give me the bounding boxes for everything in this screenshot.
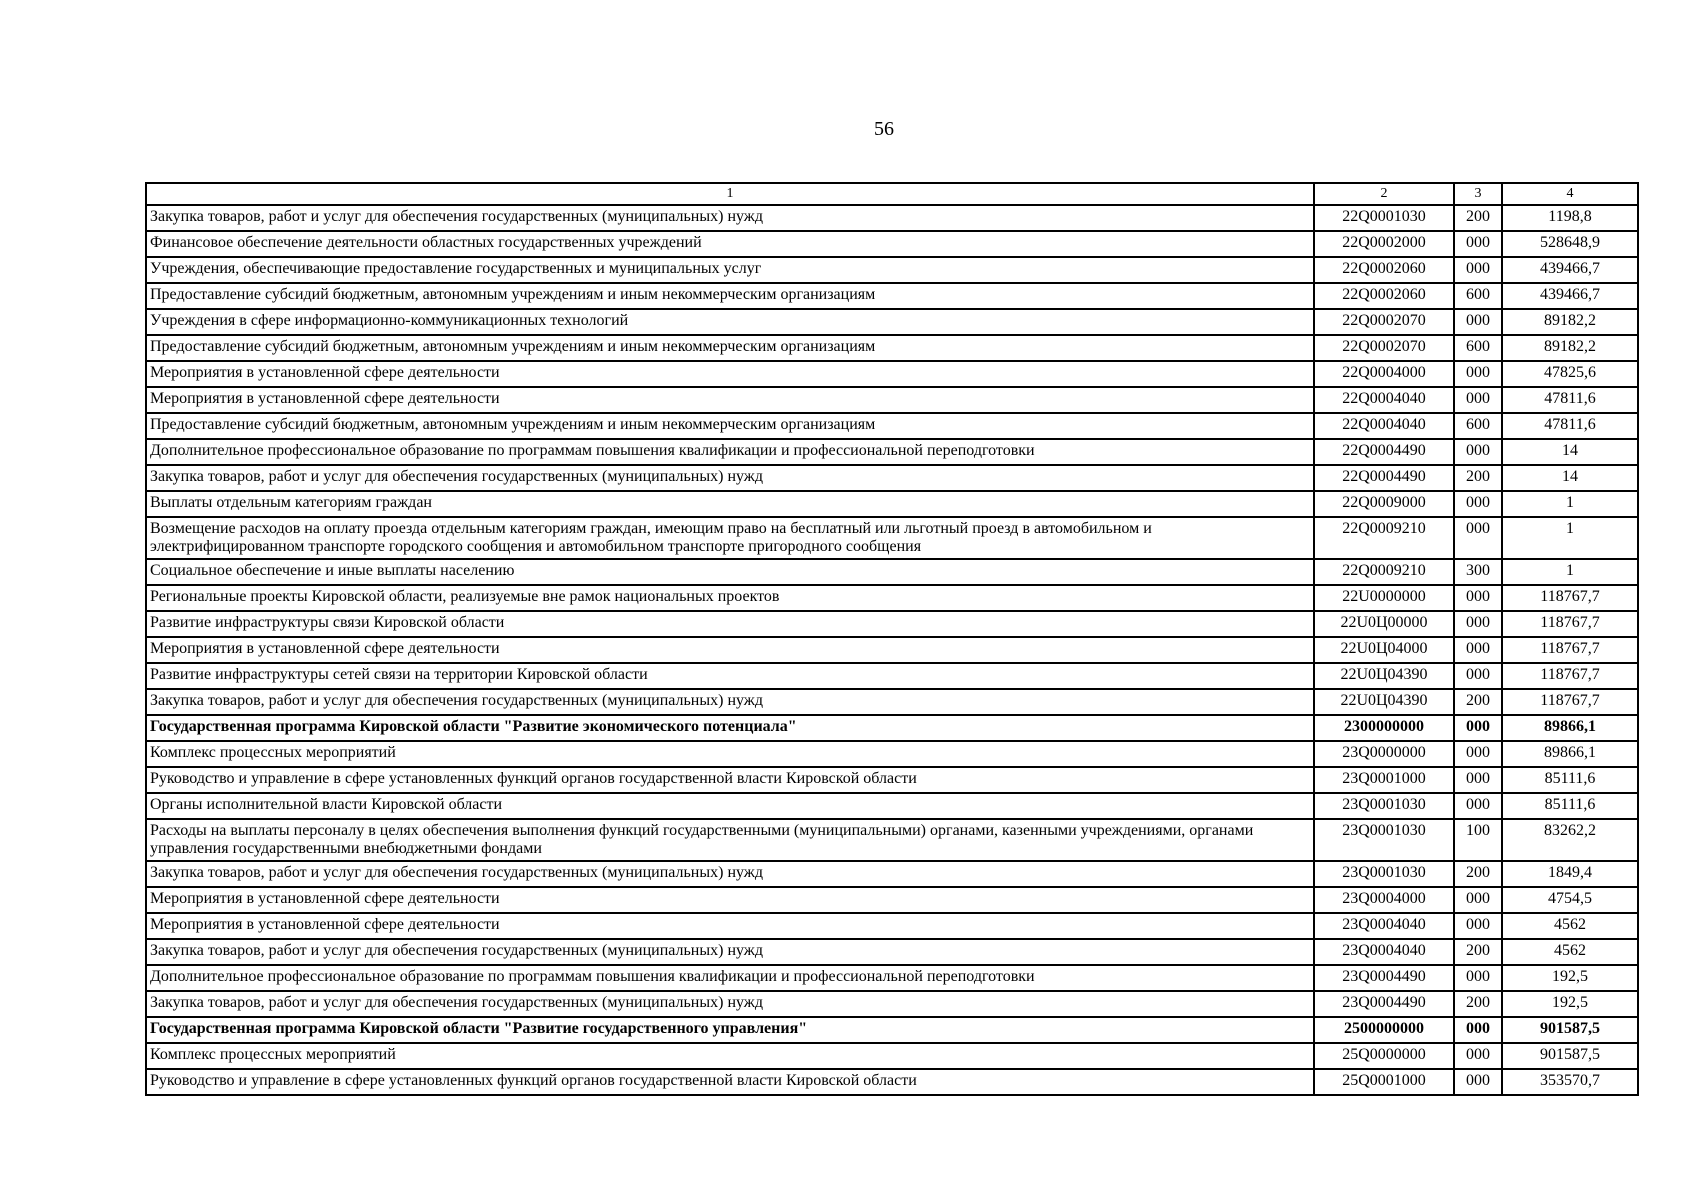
row-amount-cell: 4562 <box>1502 939 1638 965</box>
table-row <box>146 1043 1638 1069</box>
row-code-cell: 22Q0009210 <box>1314 559 1454 585</box>
row-code-cell: 23Q0004040 <box>1314 913 1454 939</box>
row-name-cell: Социальное обеспечение и иные выплаты населению <box>146 559 1314 585</box>
row-code-cell: 23Q0004490 <box>1314 965 1454 991</box>
row-vr-cell: 200 <box>1454 861 1502 887</box>
table-row <box>146 965 1638 991</box>
row-amount-cell: 439466,7 <box>1502 283 1638 309</box>
table-row <box>146 517 1638 559</box>
row-name-cell: Закупка товаров, работ и услуг для обеспечения государственных (муниципальных) нужд <box>146 861 1314 887</box>
row-amount-cell: 901587,5 <box>1502 1017 1638 1043</box>
row-amount-cell: 192,5 <box>1502 991 1638 1017</box>
row-amount-cell: 14 <box>1502 465 1638 491</box>
row-amount-cell: 47811,6 <box>1502 387 1638 413</box>
row-name-cell: Комплекс процессных мероприятий <box>146 1043 1314 1069</box>
row-code-cell: 2500000000 <box>1314 1017 1454 1043</box>
row-code-cell: 23Q0001030 <box>1314 819 1454 861</box>
row-name-cell: Предоставление субсидий бюджетным, автономным учреждениям и иным некоммерческим организациям <box>146 413 1314 439</box>
row-name-cell: Мероприятия в установленной сфере деятельности <box>146 913 1314 939</box>
table-row <box>146 283 1638 309</box>
table-row <box>146 939 1638 965</box>
table-row <box>146 465 1638 491</box>
row-vr-cell: 000 <box>1454 1017 1502 1043</box>
row-vr-cell: 000 <box>1454 741 1502 767</box>
row-vr-cell: 200 <box>1454 991 1502 1017</box>
row-amount-cell: 89866,1 <box>1502 715 1638 741</box>
row-amount-cell: 1198,8 <box>1502 205 1638 231</box>
table-row <box>146 637 1638 663</box>
row-code-cell: 23Q0001000 <box>1314 767 1454 793</box>
row-name-cell: Возмещение расходов на оплату проезда отдельным категориям граждан, имеющим право на бесплатный или льготный проезд в автомобильном и электрифицированном транспорте городского сообщения и автомобильном транспорте пригородного сообщения <box>146 517 1314 559</box>
row-code-cell: 23Q0000000 <box>1314 741 1454 767</box>
table-row <box>146 257 1638 283</box>
row-code-cell: 22Q0002070 <box>1314 309 1454 335</box>
row-code-cell: 22Q0002060 <box>1314 257 1454 283</box>
row-code-cell: 22Q0004040 <box>1314 413 1454 439</box>
row-name-cell: Мероприятия в установленной сфере деятельности <box>146 637 1314 663</box>
row-code-cell: 2300000000 <box>1314 715 1454 741</box>
row-name-cell: Государственная программа Кировской области "Развитие государственного управления" <box>146 1017 1314 1043</box>
row-code-cell: 22Q0002000 <box>1314 231 1454 257</box>
table-row <box>146 689 1638 715</box>
row-name-cell: Предоставление субсидий бюджетным, автономным учреждениям и иным некоммерческим организациям <box>146 283 1314 309</box>
table-row <box>146 309 1638 335</box>
row-code-cell: 23Q0001030 <box>1314 793 1454 819</box>
row-code-cell: 22U0000000 <box>1314 585 1454 611</box>
table-row <box>146 335 1638 361</box>
row-amount-cell: 89866,1 <box>1502 741 1638 767</box>
row-vr-cell: 000 <box>1454 387 1502 413</box>
row-name-cell: Региональные проекты Кировской области, реализуемые вне рамок национальных проектов <box>146 585 1314 611</box>
row-vr-cell: 000 <box>1454 439 1502 465</box>
header-col-4: 4 <box>1502 183 1638 205</box>
row-vr-cell: 000 <box>1454 913 1502 939</box>
row-vr-cell: 200 <box>1454 689 1502 715</box>
row-amount-cell: 118767,7 <box>1502 585 1638 611</box>
row-code-cell: 22Q0009210 <box>1314 517 1454 559</box>
row-vr-cell: 300 <box>1454 559 1502 585</box>
row-amount-cell: 1 <box>1502 491 1638 517</box>
table-row <box>146 611 1638 637</box>
table-row <box>146 413 1638 439</box>
row-code-cell: 22U0Ц04390 <box>1314 663 1454 689</box>
table-row <box>146 767 1638 793</box>
row-code-cell: 22U0Ц04000 <box>1314 637 1454 663</box>
row-name-cell: Руководство и управление в сфере установленных функций органов государственной власти Кировской области <box>146 1069 1314 1095</box>
row-code-cell: 23Q0004040 <box>1314 939 1454 965</box>
row-amount-cell: 4754,5 <box>1502 887 1638 913</box>
row-amount-cell: 1 <box>1502 559 1638 585</box>
row-amount-cell: 901587,5 <box>1502 1043 1638 1069</box>
header-col-3: 3 <box>1454 183 1502 205</box>
row-vr-cell: 000 <box>1454 585 1502 611</box>
row-amount-cell: 89182,2 <box>1502 309 1638 335</box>
row-code-cell: 23Q0004490 <box>1314 991 1454 1017</box>
row-vr-cell: 200 <box>1454 205 1502 231</box>
row-code-cell: 25Q0001000 <box>1314 1069 1454 1095</box>
row-name-cell: Финансовое обеспечение деятельности областных государственных учреждений <box>146 231 1314 257</box>
row-code-cell: 22Q0002060 <box>1314 283 1454 309</box>
row-code-cell: 22Q0004490 <box>1314 439 1454 465</box>
table-row <box>146 1069 1638 1095</box>
row-amount-cell: 85111,6 <box>1502 767 1638 793</box>
row-name-cell: Закупка товаров, работ и услуг для обеспечения государственных (муниципальных) нужд <box>146 939 1314 965</box>
row-name-cell: Учреждения в сфере информационно-коммуникационных технологий <box>146 309 1314 335</box>
row-vr-cell: 000 <box>1454 715 1502 741</box>
row-name-cell: Закупка товаров, работ и услуг для обеспечения государственных (муниципальных) нужд <box>146 205 1314 231</box>
row-name-cell: Развитие инфраструктуры сетей связи на территории Кировской области <box>146 663 1314 689</box>
row-amount-cell: 83262,2 <box>1502 819 1638 861</box>
row-code-cell: 23Q0001030 <box>1314 861 1454 887</box>
row-vr-cell: 000 <box>1454 767 1502 793</box>
row-vr-cell: 000 <box>1454 793 1502 819</box>
row-code-cell: 22Q0001030 <box>1314 205 1454 231</box>
row-amount-cell: 353570,7 <box>1502 1069 1638 1095</box>
row-code-cell: 22U0Ц04390 <box>1314 689 1454 715</box>
table-row <box>146 793 1638 819</box>
row-amount-cell: 528648,9 <box>1502 231 1638 257</box>
row-amount-cell: 89182,2 <box>1502 335 1638 361</box>
table-row <box>146 819 1638 861</box>
row-amount-cell: 118767,7 <box>1502 637 1638 663</box>
row-vr-cell: 000 <box>1454 611 1502 637</box>
row-name-cell: Дополнительное профессиональное образование по программам повышения квалификации и профессиональной переподготовки <box>146 965 1314 991</box>
row-amount-cell: 439466,7 <box>1502 257 1638 283</box>
row-vr-cell: 000 <box>1454 309 1502 335</box>
row-name-cell: Органы исполнительной власти Кировской области <box>146 793 1314 819</box>
header-col-1: 1 <box>146 183 1314 205</box>
table-row <box>146 387 1638 413</box>
row-name-cell: Развитие инфраструктуры связи Кировской области <box>146 611 1314 637</box>
row-amount-cell: 47811,6 <box>1502 413 1638 439</box>
row-name-cell: Государственная программа Кировской области "Развитие экономического потенциала" <box>146 715 1314 741</box>
row-code-cell: 22Q0004040 <box>1314 387 1454 413</box>
row-amount-cell: 192,5 <box>1502 965 1638 991</box>
row-amount-cell: 14 <box>1502 439 1638 465</box>
row-vr-cell: 600 <box>1454 283 1502 309</box>
row-name-cell: Закупка товаров, работ и услуг для обеспечения государственных (муниципальных) нужд <box>146 465 1314 491</box>
row-vr-cell: 000 <box>1454 231 1502 257</box>
row-name-cell: Выплаты отдельным категориям граждан <box>146 491 1314 517</box>
row-vr-cell: 000 <box>1454 361 1502 387</box>
row-vr-cell: 600 <box>1454 335 1502 361</box>
row-amount-cell: 118767,7 <box>1502 663 1638 689</box>
row-amount-cell: 118767,7 <box>1502 689 1638 715</box>
row-amount-cell: 118767,7 <box>1502 611 1638 637</box>
row-name-cell: Комплекс процессных мероприятий <box>146 741 1314 767</box>
table-header-row <box>146 183 1638 205</box>
row-vr-cell: 100 <box>1454 819 1502 861</box>
row-name-cell: Предоставление субсидий бюджетным, автономным учреждениям и иным некоммерческим организациям <box>146 335 1314 361</box>
row-vr-cell: 000 <box>1454 965 1502 991</box>
table-row <box>146 231 1638 257</box>
row-name-cell: Мероприятия в установленной сфере деятельности <box>146 887 1314 913</box>
row-code-cell: 22Q0004490 <box>1314 465 1454 491</box>
row-vr-cell: 000 <box>1454 887 1502 913</box>
row-code-cell: 22Q0002070 <box>1314 335 1454 361</box>
header-col-2: 2 <box>1314 183 1454 205</box>
table-row <box>146 205 1638 231</box>
row-vr-cell: 000 <box>1454 663 1502 689</box>
table-row <box>146 741 1638 767</box>
row-name-cell: Дополнительное профессиональное образование по программам повышения квалификации и профессиональной переподготовки <box>146 439 1314 465</box>
row-vr-cell: 000 <box>1454 1069 1502 1095</box>
row-name-cell: Руководство и управление в сфере установленных функций органов государственной власти Кировской области <box>146 767 1314 793</box>
row-name-cell: Закупка товаров, работ и услуг для обеспечения государственных (муниципальных) нужд <box>146 689 1314 715</box>
row-code-cell: 23Q0004000 <box>1314 887 1454 913</box>
row-amount-cell: 4562 <box>1502 913 1638 939</box>
row-name-cell: Расходы на выплаты персоналу в целях обеспечения выполнения функций государственными (муниципальными) органами, казенными учреждениями, органами управления государственными внебюджетными фондами <box>146 819 1314 861</box>
table-row <box>146 887 1638 913</box>
row-vr-cell: 000 <box>1454 517 1502 559</box>
row-vr-cell: 200 <box>1454 465 1502 491</box>
row-name-cell: Мероприятия в установленной сфере деятельности <box>146 387 1314 413</box>
table-row <box>146 913 1638 939</box>
row-amount-cell: 1 <box>1502 517 1638 559</box>
row-name-cell: Учреждения, обеспечивающие предоставление государственных и муниципальных услуг <box>146 257 1314 283</box>
table-row <box>146 663 1638 689</box>
row-code-cell: 25Q0000000 <box>1314 1043 1454 1069</box>
table-row <box>146 585 1638 611</box>
table-row <box>146 361 1638 387</box>
row-vr-cell: 000 <box>1454 1043 1502 1069</box>
table-row <box>146 559 1638 585</box>
row-vr-cell: 600 <box>1454 413 1502 439</box>
table-row <box>146 715 1638 741</box>
row-code-cell: 22Q0009000 <box>1314 491 1454 517</box>
table-row <box>146 991 1638 1017</box>
table-row <box>146 861 1638 887</box>
budget-table <box>145 182 1639 1096</box>
row-amount-cell: 47825,6 <box>1502 361 1638 387</box>
row-name-cell: Закупка товаров, работ и услуг для обеспечения государственных (муниципальных) нужд <box>146 991 1314 1017</box>
row-code-cell: 22Q0004000 <box>1314 361 1454 387</box>
table-row <box>146 491 1638 517</box>
row-amount-cell: 1849,4 <box>1502 861 1638 887</box>
row-vr-cell: 000 <box>1454 637 1502 663</box>
row-vr-cell: 200 <box>1454 939 1502 965</box>
row-name-cell: Мероприятия в установленной сфере деятельности <box>146 361 1314 387</box>
row-amount-cell: 85111,6 <box>1502 793 1638 819</box>
row-vr-cell: 000 <box>1454 257 1502 283</box>
row-code-cell: 22U0Ц00000 <box>1314 611 1454 637</box>
page-number: 56 <box>874 118 894 140</box>
table-row <box>146 1017 1638 1043</box>
table-row <box>146 439 1638 465</box>
row-vr-cell: 000 <box>1454 491 1502 517</box>
